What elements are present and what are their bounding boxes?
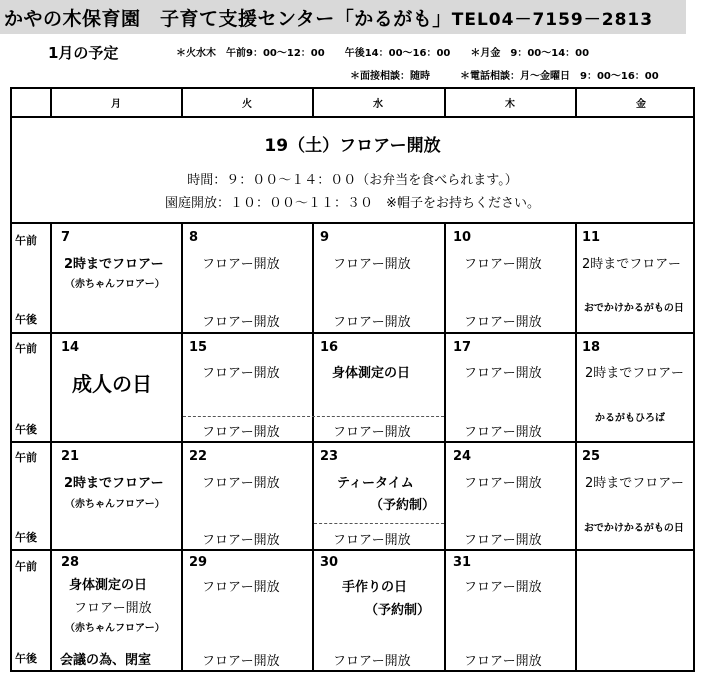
cell-text: フロアー開放 xyxy=(464,315,542,330)
cell-text: フロアー開放 xyxy=(333,654,411,669)
cell-text: 会議の為、閉室 xyxy=(60,653,152,668)
date-label: 29 xyxy=(189,555,208,570)
date-label: 22 xyxy=(189,449,208,464)
cell-text: フロアー開放 xyxy=(74,601,152,616)
cell-text: （予約制） xyxy=(370,498,436,513)
date-label: 23 xyxy=(320,449,339,464)
cell-text: 2時までフロアー xyxy=(64,476,164,491)
cell-text: 2時までフロアー xyxy=(585,476,684,491)
cell-text: 身体測定の日 xyxy=(69,578,148,593)
date-label: 21 xyxy=(61,449,80,464)
cell-text: フロアー開放 xyxy=(464,425,542,440)
date-label: 17 xyxy=(453,340,472,355)
cell-text: フロアー開放 xyxy=(202,366,280,381)
cell-text: ティータイム xyxy=(337,476,414,491)
am-label: 午前 xyxy=(15,451,37,464)
date-label: 10 xyxy=(453,230,472,245)
cell-text: フロアー開放 xyxy=(333,257,411,272)
date-label: 24 xyxy=(453,449,472,464)
date-label: 31 xyxy=(453,555,472,570)
date-label: 25 xyxy=(582,449,601,464)
cell-text: フロアー開放 xyxy=(202,533,280,548)
cell-text: 手作りの日 xyxy=(342,580,408,595)
date-label: 9 xyxy=(320,230,330,245)
cell-text: （赤ちゃんフロアー） xyxy=(65,279,165,290)
day-header-fri: 金 xyxy=(636,99,646,110)
calendar-table xyxy=(10,87,695,672)
day-header-wed: 水 xyxy=(373,99,383,110)
cell-text: フロアー開放 xyxy=(464,366,542,381)
date-label: 28 xyxy=(61,555,80,570)
cell-text: 成人の日 xyxy=(72,372,152,396)
cell-text: フロアー開放 xyxy=(333,315,411,330)
center-name: かやの木保育園 子育て支援センター「かるがも」 xyxy=(4,8,452,30)
cell-text: 2時までフロアー xyxy=(582,257,681,272)
cell-text: フロアー開放 xyxy=(202,425,280,440)
date-label: 14 xyxy=(61,340,80,355)
cell-text: フロアー開放 xyxy=(202,315,280,330)
cell-text: フロアー開放 xyxy=(464,654,542,669)
am-label: 午前 xyxy=(15,560,37,573)
cell-text: 身体測定の日 xyxy=(332,366,411,381)
date-label: 7 xyxy=(61,230,71,245)
cell-text: フロアー開放 xyxy=(333,533,411,548)
cell-text: （予約制） xyxy=(365,603,431,618)
cell-text: （赤ちゃんフロアー） xyxy=(65,499,165,510)
cell-text: フロアー開放 xyxy=(333,425,411,440)
cell-text: かるがもひろば xyxy=(595,413,665,424)
center-title xyxy=(4,4,653,31)
event-garden: 園庭開放：１０：００～１１：３０ ※帽子をお持ちください。 xyxy=(165,196,540,211)
cell-text: 2時までフロアー xyxy=(585,366,684,381)
cell-text: おでかけかるがもの日 xyxy=(584,303,684,314)
cell-text: フロアー開放 xyxy=(464,476,542,491)
event-time: 時間：９：００～１４：００（お弁当を食べられます。） xyxy=(187,173,518,188)
month-title: 1月の予定 xyxy=(48,44,119,62)
cell-text: フロアー開放 xyxy=(464,533,542,548)
cell-text: おでかけかるがもの日 xyxy=(584,523,684,534)
cell-text: フロアー開放 xyxy=(202,580,280,595)
event-title: 19（土）フロアー開放 xyxy=(264,136,441,156)
cell-text: フロアー開放 xyxy=(202,476,280,491)
date-label: 16 xyxy=(320,340,339,355)
am-label: 午前 xyxy=(15,234,37,247)
day-header-thu: 木 xyxy=(505,99,515,110)
pm-label: 午後 xyxy=(15,531,37,544)
day-header-mon: 月 xyxy=(111,99,121,110)
cell-text: フロアー開放 xyxy=(464,257,542,272)
schedule-consult: ＊面接相談：随時 ＊電話相談：月～金曜日 9：00～16：00 xyxy=(350,71,659,82)
date-label: 15 xyxy=(189,340,208,355)
cell-text: フロアー開放 xyxy=(464,580,542,595)
date-label: 8 xyxy=(189,230,199,245)
cell-text: フロアー開放 xyxy=(202,257,280,272)
cell-text: 2時までフロアー xyxy=(64,257,164,272)
pm-label: 午後 xyxy=(15,313,37,326)
header-band xyxy=(0,0,686,34)
cell-text: （赤ちゃんフロアー） xyxy=(65,623,165,634)
center-tel: TEL04－7159－2813 xyxy=(451,10,654,30)
date-label: 30 xyxy=(320,555,339,570)
schedule-hours: ＊火水木 午前9：00～12：00 午後14：00～16：00 ＊月金 9：00～14：00 xyxy=(176,48,590,59)
pm-label: 午後 xyxy=(15,423,37,436)
date-label: 18 xyxy=(582,340,601,355)
pm-label: 午後 xyxy=(15,652,37,665)
date-label: 11 xyxy=(582,230,601,245)
cell-text: フロアー開放 xyxy=(202,654,280,669)
day-header-tue: 火 xyxy=(242,99,252,110)
am-label: 午前 xyxy=(15,342,37,355)
